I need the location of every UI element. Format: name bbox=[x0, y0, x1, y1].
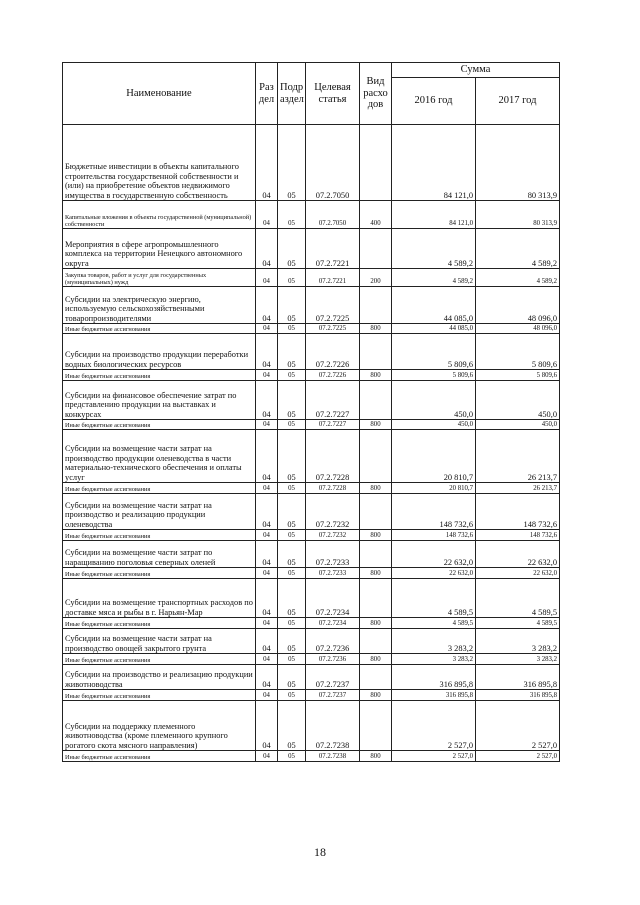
row-target-article: 07.2.7227 bbox=[306, 420, 360, 430]
row-name: Капитальные вложения в объекты государственной (муниципальной) собственности bbox=[63, 201, 256, 229]
row-expense-type bbox=[360, 334, 392, 370]
row-name: Мероприятия в сфере агропромышленного комплекса на территории Ненецкого автономного округа bbox=[63, 229, 256, 269]
row-amount-2017: 3 283,2 bbox=[476, 629, 560, 654]
row-amount-2017: 4 589,5 bbox=[476, 579, 560, 618]
row-amount-2017: 2 527,0 bbox=[476, 751, 560, 762]
row-name: Субсидии на возмещение части затрат на производство овощей закрытого грунта bbox=[63, 629, 256, 654]
row-name: Бюджетные инвестиции в объекты капитального строительства государственной собственности и (или) на приобретение объектов недвижимого имущества в государственную собственность bbox=[63, 125, 256, 201]
row-expense-type bbox=[360, 381, 392, 420]
row-expense-type: 800 bbox=[360, 420, 392, 430]
row-razdel: 04 bbox=[256, 483, 278, 494]
row-name: Иные бюджетные ассигнования bbox=[63, 654, 256, 665]
row-name: Субсидии на производство и реализацию продукции животноводства bbox=[63, 665, 256, 690]
row-amount-2017: 80 313,9 bbox=[476, 125, 560, 201]
row-amount-2016: 450,0 bbox=[392, 381, 476, 420]
row-razdel: 04 bbox=[256, 381, 278, 420]
row-target-article: 07.2.7233 bbox=[306, 541, 360, 568]
row-razdel: 04 bbox=[256, 530, 278, 541]
row-name: Иные бюджетные ассигнования bbox=[63, 483, 256, 494]
row-razdel: 04 bbox=[256, 370, 278, 381]
row-expense-type: 800 bbox=[360, 568, 392, 579]
row-target-article: 07.2.7238 bbox=[306, 751, 360, 762]
row-amount-2017: 148 732,6 bbox=[476, 530, 560, 541]
row-name: Иные бюджетные ассигнования bbox=[63, 568, 256, 579]
row-amount-2017: 2 527,0 bbox=[476, 701, 560, 751]
row-target-article: 07.2.7226 bbox=[306, 334, 360, 370]
header-sum: Сумма bbox=[392, 63, 560, 78]
row-podrazdel: 05 bbox=[278, 618, 306, 629]
row-expense-type: 800 bbox=[360, 324, 392, 334]
row-razdel: 04 bbox=[256, 665, 278, 690]
budget-table bbox=[62, 62, 560, 762]
table-subrow bbox=[63, 324, 560, 334]
row-target-article: 07.2.7234 bbox=[306, 618, 360, 629]
table-row bbox=[63, 579, 560, 618]
row-razdel: 04 bbox=[256, 229, 278, 269]
row-razdel: 04 bbox=[256, 430, 278, 483]
row-razdel: 04 bbox=[256, 269, 278, 287]
row-podrazdel: 05 bbox=[278, 701, 306, 751]
row-podrazdel: 05 bbox=[278, 579, 306, 618]
table-row bbox=[63, 229, 560, 269]
row-target-article: 07.2.7237 bbox=[306, 665, 360, 690]
row-name: Иные бюджетные ассигнования bbox=[63, 690, 256, 701]
row-expense-type bbox=[360, 665, 392, 690]
row-razdel: 04 bbox=[256, 494, 278, 530]
row-expense-type bbox=[360, 541, 392, 568]
row-amount-2017: 48 096,0 bbox=[476, 287, 560, 324]
row-expense-type bbox=[360, 579, 392, 618]
row-amount-2016: 44 085,0 bbox=[392, 287, 476, 324]
row-podrazdel: 05 bbox=[278, 201, 306, 229]
table-subrow bbox=[63, 618, 560, 629]
row-amount-2016: 148 732,6 bbox=[392, 530, 476, 541]
row-amount-2016: 148 732,6 bbox=[392, 494, 476, 530]
table-subrow bbox=[63, 269, 560, 287]
row-amount-2017: 5 809,6 bbox=[476, 334, 560, 370]
table-row bbox=[63, 701, 560, 751]
row-podrazdel: 05 bbox=[278, 381, 306, 420]
row-razdel: 04 bbox=[256, 334, 278, 370]
row-podrazdel: 05 bbox=[278, 334, 306, 370]
table-row bbox=[63, 665, 560, 690]
row-razdel: 04 bbox=[256, 541, 278, 568]
table-row bbox=[63, 629, 560, 654]
page-number: 18 bbox=[314, 845, 326, 859]
row-name: Субсидии на возмещение транспортных расходов по доставке мяса и рыбы в г. Нарьян-Мар bbox=[63, 579, 256, 618]
row-expense-type bbox=[360, 629, 392, 654]
row-target-article: 07.2.7221 bbox=[306, 229, 360, 269]
row-amount-2017: 148 732,6 bbox=[476, 494, 560, 530]
row-expense-type: 800 bbox=[360, 483, 392, 494]
row-target-article: 07.2.7225 bbox=[306, 287, 360, 324]
row-amount-2016: 2 527,0 bbox=[392, 701, 476, 751]
row-amount-2016: 84 121,0 bbox=[392, 201, 476, 229]
row-target-article: 07.2.7221 bbox=[306, 269, 360, 287]
table-row bbox=[63, 334, 560, 370]
row-razdel: 04 bbox=[256, 125, 278, 201]
row-expense-type: 400 bbox=[360, 201, 392, 229]
row-razdel: 04 bbox=[256, 751, 278, 762]
table-subrow bbox=[63, 420, 560, 430]
row-podrazdel: 05 bbox=[278, 324, 306, 334]
row-amount-2017: 22 632,0 bbox=[476, 541, 560, 568]
row-razdel: 04 bbox=[256, 654, 278, 665]
row-name: Субсидии на возмещение части затрат на производство продукции оленеводства в части материально-технического обеспечения и оплаты услуг bbox=[63, 430, 256, 483]
row-podrazdel: 05 bbox=[278, 370, 306, 381]
row-target-article: 07.2.7050 bbox=[306, 201, 360, 229]
row-podrazdel: 05 bbox=[278, 125, 306, 201]
header-year-2017: 2017 год bbox=[476, 78, 560, 125]
header-expense-type: Вид расхо дов bbox=[360, 63, 392, 125]
row-podrazdel: 05 bbox=[278, 690, 306, 701]
row-podrazdel: 05 bbox=[278, 494, 306, 530]
row-expense-type bbox=[360, 494, 392, 530]
row-target-article: 07.2.7232 bbox=[306, 530, 360, 541]
row-expense-type: 800 bbox=[360, 530, 392, 541]
row-podrazdel: 05 bbox=[278, 430, 306, 483]
row-name: Субсидии на электрическую энергию, используемую сельскохозяйственными товаропроизводителями bbox=[63, 287, 256, 324]
table-row bbox=[63, 541, 560, 568]
row-name: Иные бюджетные ассигнования bbox=[63, 370, 256, 381]
row-amount-2016: 450,0 bbox=[392, 420, 476, 430]
row-expense-type bbox=[360, 125, 392, 201]
row-expense-type: 800 bbox=[360, 370, 392, 381]
row-target-article: 07.2.7237 bbox=[306, 690, 360, 701]
row-amount-2017: 26 213,7 bbox=[476, 430, 560, 483]
row-expense-type: 800 bbox=[360, 690, 392, 701]
row-amount-2016: 84 121,0 bbox=[392, 125, 476, 201]
table-subrow bbox=[63, 654, 560, 665]
row-amount-2016: 20 810,7 bbox=[392, 430, 476, 483]
row-expense-type bbox=[360, 287, 392, 324]
row-target-article: 07.2.7228 bbox=[306, 483, 360, 494]
row-amount-2017: 26 213,7 bbox=[476, 483, 560, 494]
row-amount-2016: 5 809,6 bbox=[392, 334, 476, 370]
row-amount-2016: 22 632,0 bbox=[392, 541, 476, 568]
row-podrazdel: 05 bbox=[278, 269, 306, 287]
row-amount-2017: 3 283,2 bbox=[476, 654, 560, 665]
row-razdel: 04 bbox=[256, 324, 278, 334]
row-target-article: 07.2.7232 bbox=[306, 494, 360, 530]
header-razdel: Раз дел bbox=[256, 63, 278, 125]
table-row bbox=[63, 494, 560, 530]
row-amount-2016: 4 589,2 bbox=[392, 229, 476, 269]
row-name: Иные бюджетные ассигнования bbox=[63, 751, 256, 762]
row-podrazdel: 05 bbox=[278, 530, 306, 541]
row-amount-2017: 5 809,6 bbox=[476, 370, 560, 381]
table-row bbox=[63, 287, 560, 324]
row-name: Иные бюджетные ассигнования bbox=[63, 618, 256, 629]
row-expense-type: 800 bbox=[360, 654, 392, 665]
row-amount-2016: 316 895,8 bbox=[392, 665, 476, 690]
table-subrow bbox=[63, 530, 560, 541]
row-amount-2017: 316 895,8 bbox=[476, 665, 560, 690]
row-razdel: 04 bbox=[256, 201, 278, 229]
row-amount-2016: 3 283,2 bbox=[392, 654, 476, 665]
row-amount-2017: 22 632,0 bbox=[476, 568, 560, 579]
table-body bbox=[63, 125, 560, 762]
row-amount-2016: 44 085,0 bbox=[392, 324, 476, 334]
row-podrazdel: 05 bbox=[278, 751, 306, 762]
row-podrazdel: 05 bbox=[278, 229, 306, 269]
row-razdel: 04 bbox=[256, 287, 278, 324]
table-row bbox=[63, 381, 560, 420]
table-row bbox=[63, 430, 560, 483]
row-podrazdel: 05 bbox=[278, 287, 306, 324]
row-razdel: 04 bbox=[256, 618, 278, 629]
row-podrazdel: 05 bbox=[278, 541, 306, 568]
row-target-article: 07.2.7236 bbox=[306, 654, 360, 665]
row-podrazdel: 05 bbox=[278, 483, 306, 494]
row-podrazdel: 05 bbox=[278, 568, 306, 579]
table-subrow bbox=[63, 751, 560, 762]
row-amount-2016: 2 527,0 bbox=[392, 751, 476, 762]
row-podrazdel: 05 bbox=[278, 420, 306, 430]
row-expense-type bbox=[360, 701, 392, 751]
row-razdel: 04 bbox=[256, 629, 278, 654]
row-amount-2016: 5 809,6 bbox=[392, 370, 476, 381]
row-amount-2017: 4 589,2 bbox=[476, 269, 560, 287]
header-target-article: Целевая статья bbox=[306, 63, 360, 125]
row-expense-type bbox=[360, 430, 392, 483]
row-name: Субсидии на возмещение части затрат на производство и реализацию продукции оленеводства bbox=[63, 494, 256, 530]
row-target-article: 07.2.7227 bbox=[306, 381, 360, 420]
row-name: Субсидии на поддержку племенного животноводства (кроме племенного крупного рогатого скота мясного направления) bbox=[63, 701, 256, 751]
row-name: Субсидии на производство продукции переработки водных биологических ресурсов bbox=[63, 334, 256, 370]
row-amount-2017: 4 589,5 bbox=[476, 618, 560, 629]
row-expense-type: 200 bbox=[360, 269, 392, 287]
row-target-article: 07.2.7228 bbox=[306, 430, 360, 483]
row-name: Иные бюджетные ассигнования bbox=[63, 324, 256, 334]
row-name: Закупка товаров, работ и услуг для государственных (муниципальных) нужд bbox=[63, 269, 256, 287]
row-name: Иные бюджетные ассигнования bbox=[63, 530, 256, 541]
row-target-article: 07.2.7226 bbox=[306, 370, 360, 381]
row-razdel: 04 bbox=[256, 701, 278, 751]
table-subrow bbox=[63, 483, 560, 494]
table-subrow bbox=[63, 370, 560, 381]
row-amount-2017: 80 313,9 bbox=[476, 201, 560, 229]
table-subrow bbox=[63, 568, 560, 579]
row-name: Иные бюджетные ассигнования bbox=[63, 420, 256, 430]
row-target-article: 07.2.7236 bbox=[306, 629, 360, 654]
row-expense-type: 800 bbox=[360, 751, 392, 762]
row-amount-2017: 450,0 bbox=[476, 381, 560, 420]
header-podrazdel: Подр аздел bbox=[278, 63, 306, 125]
row-amount-2017: 48 096,0 bbox=[476, 324, 560, 334]
row-amount-2016: 22 632,0 bbox=[392, 568, 476, 579]
row-amount-2016: 4 589,5 bbox=[392, 618, 476, 629]
row-name: Субсидии на финансовое обеспечение затрат по представлению продукции на выставках и конкурсах bbox=[63, 381, 256, 420]
table-subrow bbox=[63, 690, 560, 701]
row-target-article: 07.2.7050 bbox=[306, 125, 360, 201]
row-expense-type bbox=[360, 229, 392, 269]
row-target-article: 07.2.7238 bbox=[306, 701, 360, 751]
table-header bbox=[63, 63, 560, 125]
row-target-article: 07.2.7234 bbox=[306, 579, 360, 618]
row-podrazdel: 05 bbox=[278, 665, 306, 690]
row-amount-2016: 4 589,5 bbox=[392, 579, 476, 618]
row-name: Субсидии на возмещение части затрат по наращиванию поголовья северных оленей bbox=[63, 541, 256, 568]
row-target-article: 07.2.7233 bbox=[306, 568, 360, 579]
header-name: Наименование bbox=[63, 63, 256, 125]
row-amount-2017: 4 589,2 bbox=[476, 229, 560, 269]
row-amount-2016: 316 895,8 bbox=[392, 690, 476, 701]
row-amount-2016: 20 810,7 bbox=[392, 483, 476, 494]
row-podrazdel: 05 bbox=[278, 654, 306, 665]
row-amount-2017: 316 895,8 bbox=[476, 690, 560, 701]
row-target-article: 07.2.7225 bbox=[306, 324, 360, 334]
row-razdel: 04 bbox=[256, 579, 278, 618]
row-expense-type: 800 bbox=[360, 618, 392, 629]
row-podrazdel: 05 bbox=[278, 629, 306, 654]
row-razdel: 04 bbox=[256, 690, 278, 701]
table-subrow bbox=[63, 201, 560, 229]
row-amount-2016: 3 283,2 bbox=[392, 629, 476, 654]
row-amount-2017: 450,0 bbox=[476, 420, 560, 430]
row-razdel: 04 bbox=[256, 420, 278, 430]
header-year-2016: 2016 год bbox=[392, 78, 476, 125]
row-razdel: 04 bbox=[256, 568, 278, 579]
row-amount-2016: 4 589,2 bbox=[392, 269, 476, 287]
table-row bbox=[63, 125, 560, 201]
